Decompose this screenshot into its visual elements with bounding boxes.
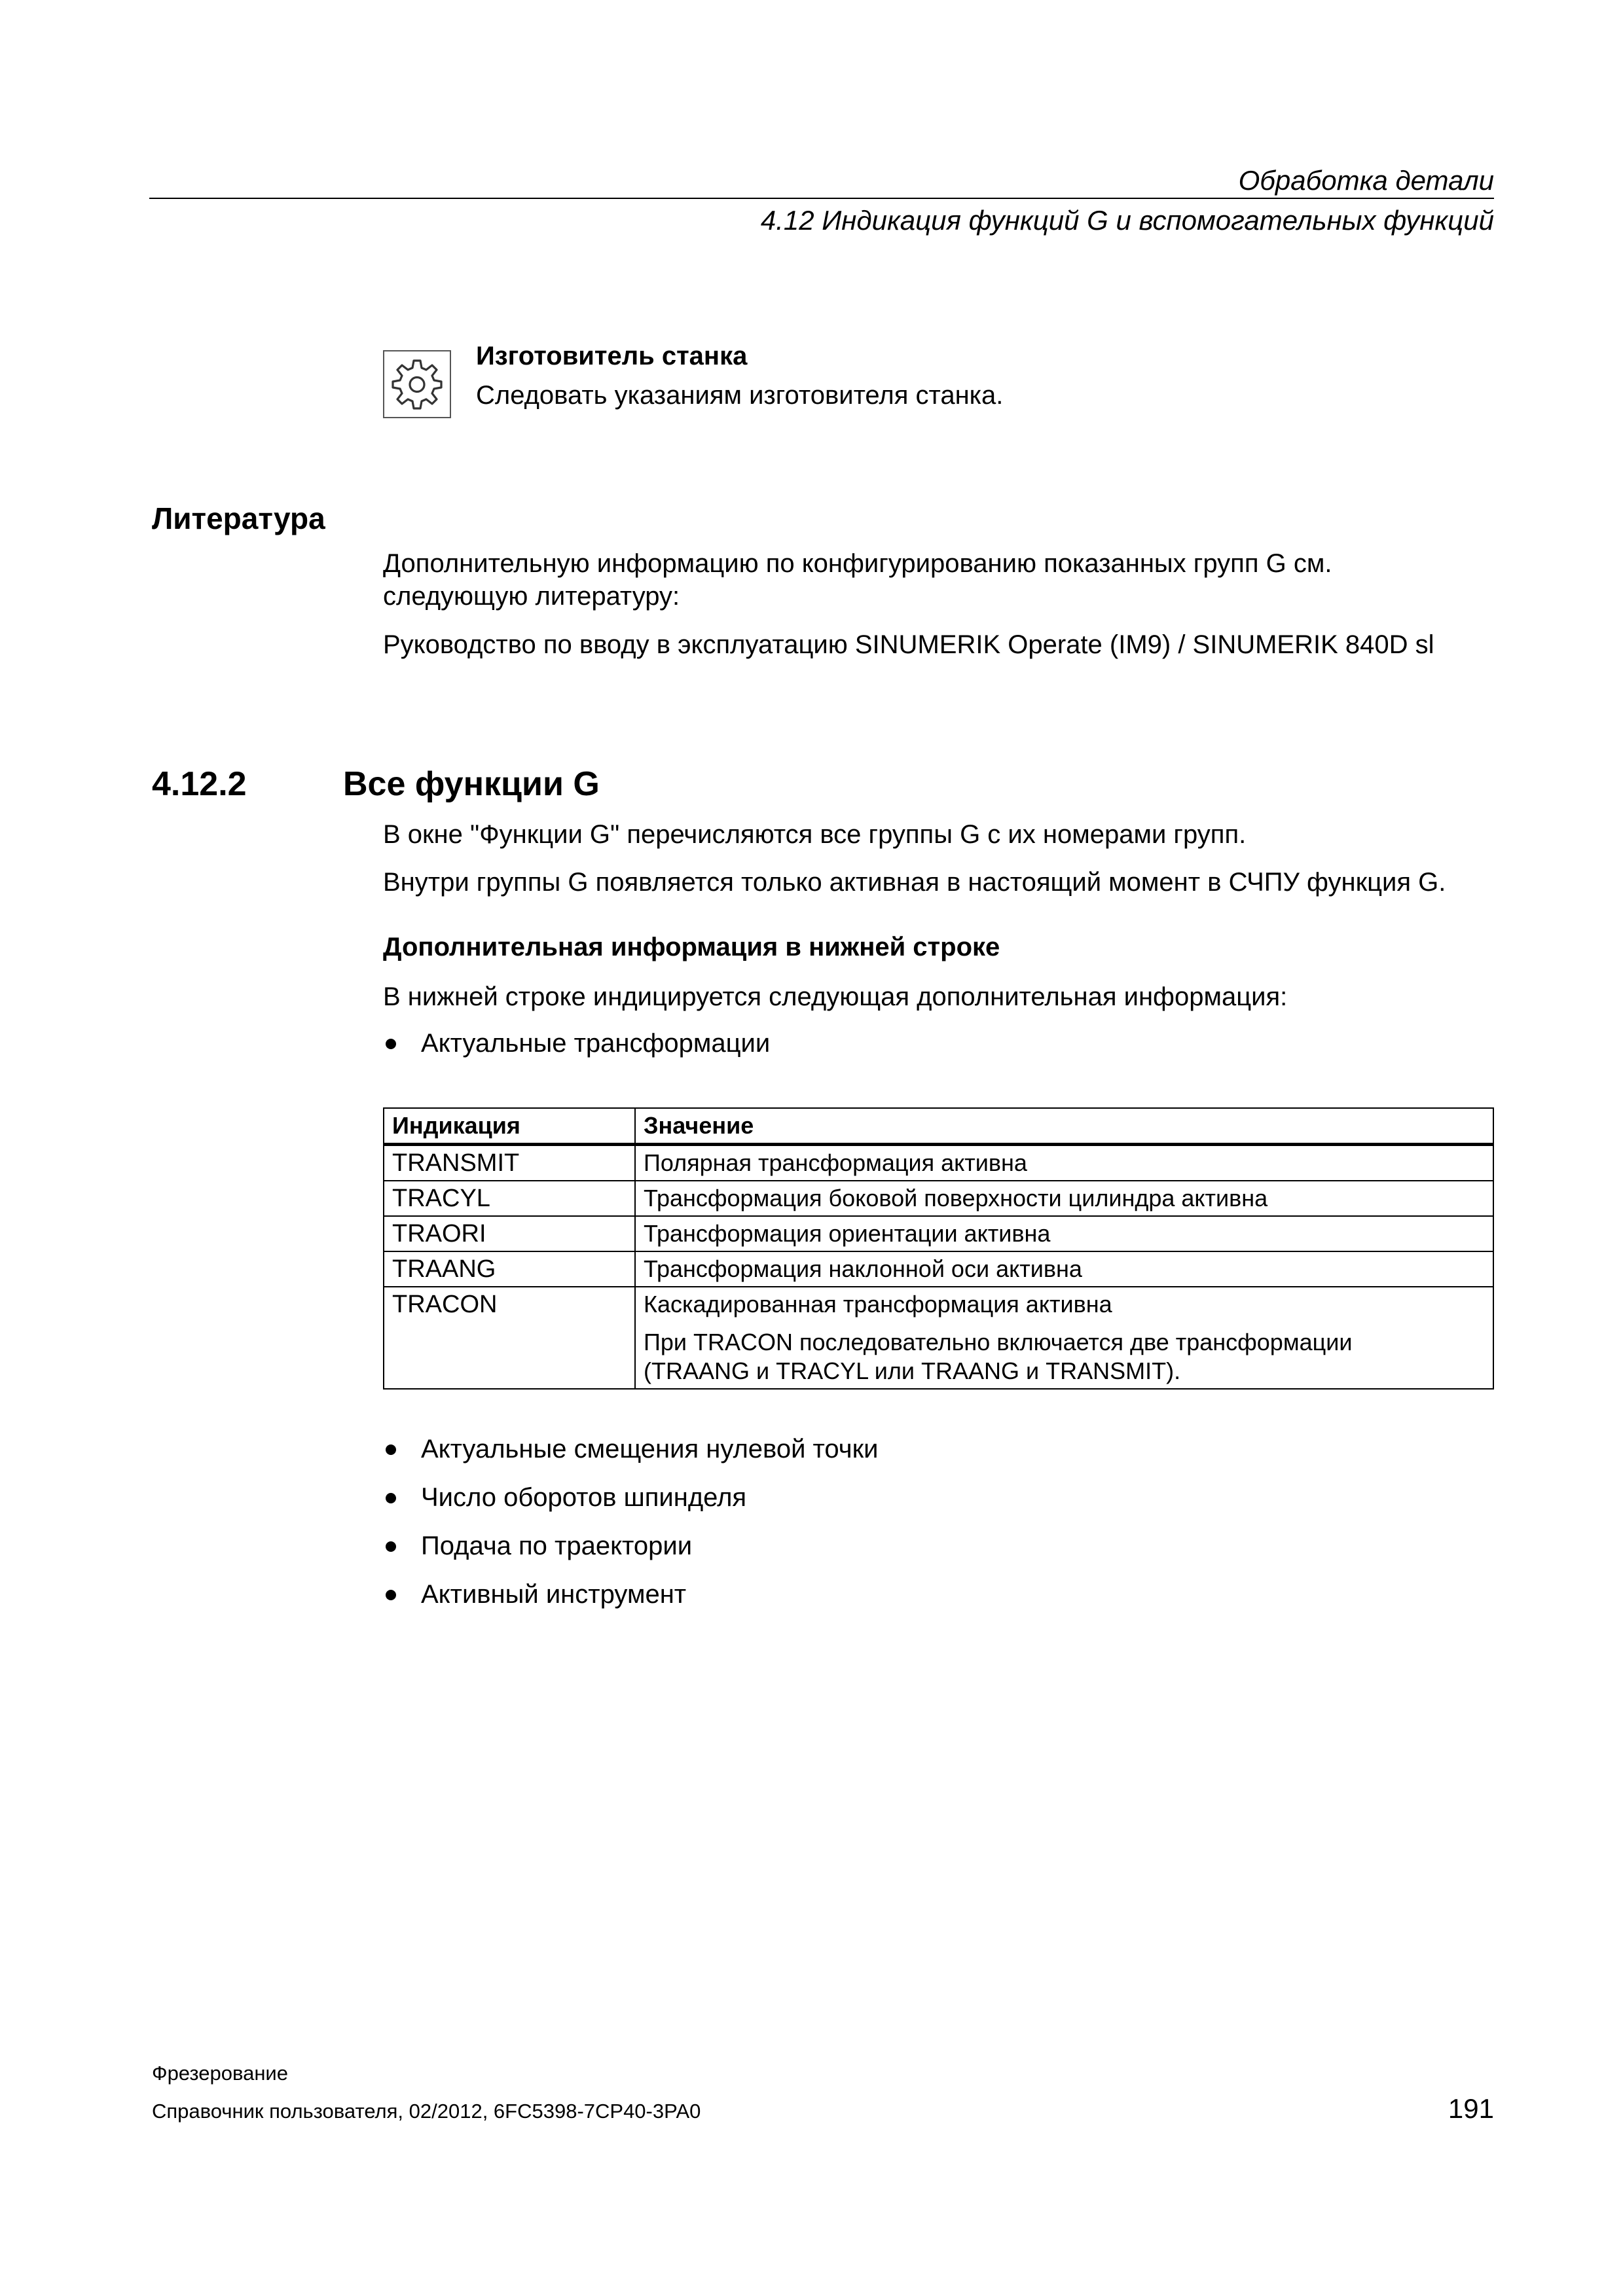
literature-reference: Руководство по вводу в эксплуатацию SINUMERIK Operate (IM9) / SINUMERIK 840D sl [383, 630, 1434, 659]
table-header-meaning: Значение [635, 1108, 1493, 1145]
running-header-chapter: Обработка детали [1238, 165, 1494, 196]
list-item: Актуальные смещения нулевой точки [383, 1435, 878, 1464]
running-header-section: 4.12 Индикация функций G и вспомогательных функций [760, 205, 1494, 236]
list-item: Подача по траектории [383, 1532, 692, 1561]
bullet-icon [386, 1039, 396, 1049]
section-number: 4.12.2 [152, 765, 247, 803]
section-title: Все функции G [343, 765, 600, 803]
table-cell-indication: TRAORI [384, 1216, 635, 1251]
footer-doc-info: Справочник пользователя, 02/2012, 6FC5398-7CP40-3PA0 [152, 2100, 701, 2123]
table-row [384, 1287, 1493, 1389]
table-row [384, 1251, 1493, 1287]
table-cell-meaning-text: Каскадированная трансформация активна [644, 1291, 1112, 1318]
bullet-icon [386, 1444, 396, 1455]
literature-paragraph-line2: следующую литературу: [383, 582, 680, 611]
page-number: 191 [1448, 2093, 1494, 2124]
section-paragraph-1: В окне "Функции G" перечисляются все группы G с их номерами групп. [383, 820, 1247, 849]
footer-title: Фрезерование [152, 2062, 288, 2085]
table-cell-indication: TRACON [384, 1287, 635, 1389]
table-cell-indication: TRANSMIT [384, 1145, 635, 1181]
literature-paragraph-line1: Дополнительную информацию по конфигурированию показанных групп G см. [383, 549, 1332, 578]
table-cell-note-line1: При TRACON последовательно включается две трансформации [644, 1329, 1353, 1355]
section-paragraph-2: Внутри группы G появляется только активная в настоящий момент в СЧПУ функция G. [383, 868, 1446, 897]
table-cell-meaning [635, 1287, 1493, 1389]
bullet-icon [386, 1541, 396, 1552]
literature-heading: Литература [152, 501, 325, 535]
indication-table [383, 1107, 1494, 1390]
table-cell-note-line2: (TRAANG и TRACYL или TRAANG и TRANSMIT). [644, 1357, 1181, 1384]
section-paragraph-3: В нижней строке индицируется следующая дополнительная информация: [383, 982, 1288, 1011]
table-row [384, 1145, 1493, 1181]
bullet-icon [386, 1590, 396, 1600]
table-row [384, 1181, 1493, 1216]
list-item: Активный инструмент [383, 1580, 686, 1609]
table-cell-meaning: Полярная трансформация активна [635, 1145, 1493, 1181]
bullet-icon [386, 1493, 396, 1503]
list-item: Число оборотов шпинделя [383, 1483, 746, 1513]
subheading: Дополнительная информация в нижней строке [383, 933, 1000, 961]
table-header-indication: Индикация [384, 1108, 635, 1145]
list-item: Актуальные трансформации [383, 1029, 770, 1058]
table-cell-meaning: Трансформация наклонной оси активна [635, 1251, 1493, 1287]
note-text: Следовать указаниям изготовителя станка. [476, 381, 1004, 410]
table-cell-meaning: Трансформация ориентации активна [635, 1216, 1493, 1251]
table-cell-indication: TRAANG [384, 1251, 635, 1287]
gear-icon [383, 350, 451, 418]
note-title: Изготовитель станка [476, 342, 748, 370]
table-cell-indication: TRACYL [384, 1181, 635, 1216]
table-row [384, 1216, 1493, 1251]
table-header-row [384, 1108, 1493, 1145]
table-cell-meaning: Трансформация боковой поверхности цилиндра активна [635, 1181, 1493, 1216]
header-rule [149, 198, 1494, 199]
